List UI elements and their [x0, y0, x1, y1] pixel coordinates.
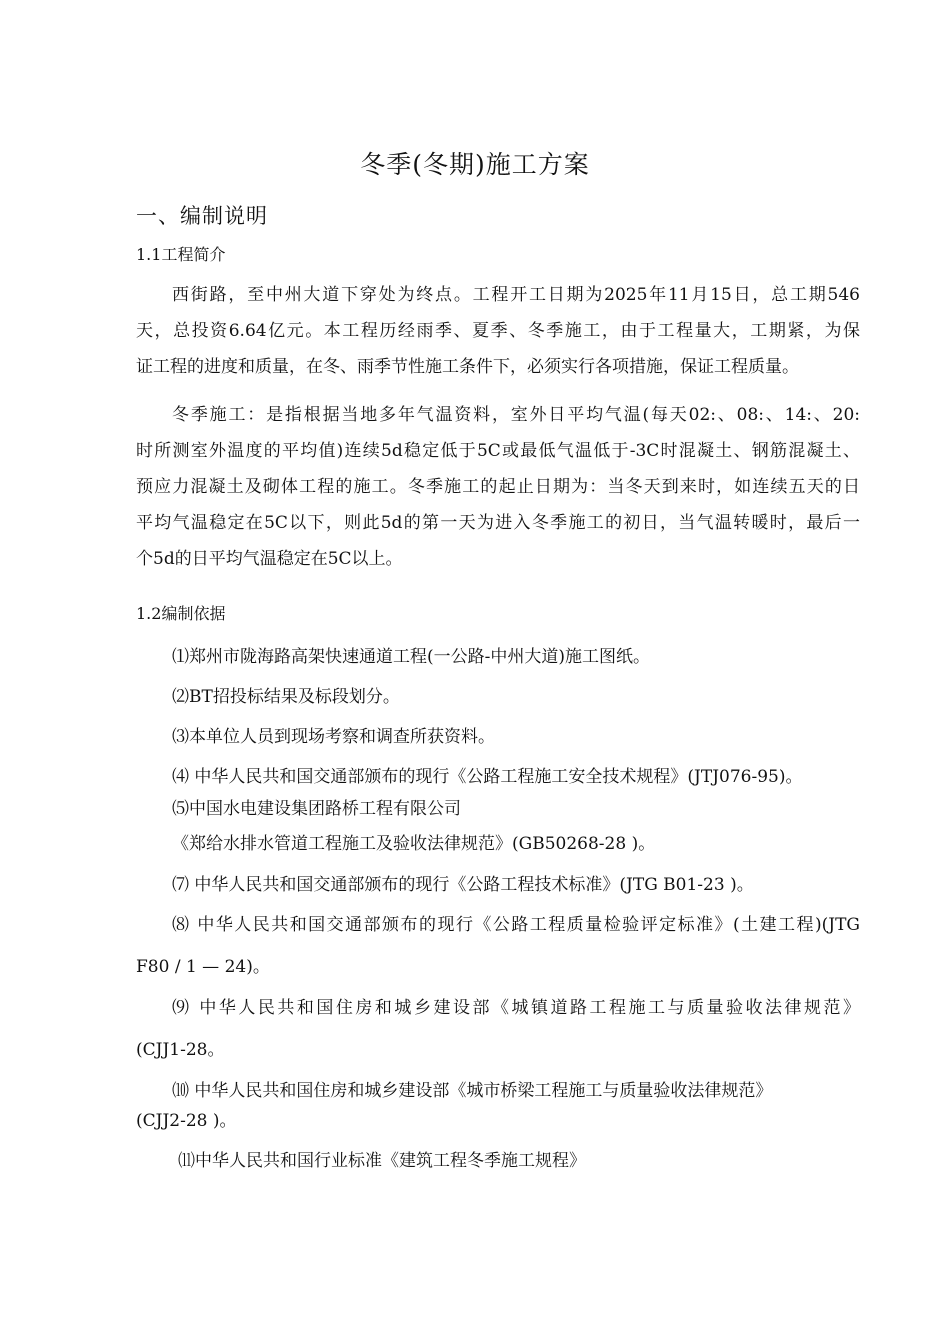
basis-item-1: ⑴郑州市陇海路高架快速通道工程(一公路-中州大道)施工图纸。 — [172, 647, 651, 667]
basis-item-9: ⑼ 中华人民共和国住房和城乡建设部《城镇道路工程施工与质量验收法律规范》 — [172, 998, 860, 1018]
basis-item-10: ⑽ 中华人民共和国住房和城乡建设部《城市桥梁工程施工与质量验收法律规范》 — [172, 1081, 773, 1101]
paragraph-winter-definition — [136, 397, 860, 577]
subsection-heading-1-1: 1.1工程简介 — [136, 245, 226, 264]
paragraph-line: 西街路，至中州大道下穿处为终点。工程开工日期为2025年11月15日，总工期546 — [172, 285, 860, 305]
basis-item-8-continued: F80 / 1 — 24)。 — [136, 957, 270, 977]
basis-item-7: ⑺ 中华人民共和国交通部颁布的现行《公路工程技术标准》(JTG B01-23 )。 — [172, 875, 754, 895]
paragraph-line: 冬季施工：是指根据当地多年气温资料，室外日平均气温(每天02:、08:、14:、20: — [172, 405, 860, 425]
subsection-heading-1-2: 1.2编制依据 — [136, 604, 226, 623]
paragraph-line: 天，总投资6.64亿元。本工程历经雨季、夏季、冬季施工，由于工程量大，工期紧，为保 — [136, 321, 860, 341]
paragraph-line: 预应力混凝土及砌体工程的施工。冬季施工的起止日期为：当冬天到来时，如连续五天的日 — [136, 477, 860, 497]
paragraph-line: 时所测室外温度的平均值)连续5d稳定低于5C或最低气温低于-3C时混凝土、钢筋混凝土、 — [136, 441, 860, 461]
basis-item-3: ⑶本单位人员到现场考察和调查所获资料。 — [172, 727, 495, 747]
basis-item-2: ⑵BT招投标结果及标段划分。 — [172, 687, 400, 707]
paragraph-line: 个5d的日平均气温稳定在5C以上。 — [136, 549, 403, 569]
basis-item-4: ⑷ 中华人民共和国交通部颁布的现行《公路工程施工安全技术规程》(JTJ076-95)。 — [172, 767, 803, 787]
basis-item-8: ⑻ 中华人民共和国交通部颁布的现行《公路工程质量检验评定标准》(土建工程)(JTG — [172, 915, 860, 935]
basis-item-10-continued: (CJJ2-28 )。 — [136, 1111, 237, 1131]
basis-item-5-continued: 《郑给水排水管道工程施工及验收法律规范》(GB50268-28 )。 — [172, 834, 656, 854]
paragraph-project-intro — [136, 277, 860, 385]
document-title: 冬季(冬期)施工方案 — [360, 150, 590, 179]
paragraph-line: 平均气温稳定在5C以下，则此5d的第一天为进入冬季施工的初日，当气温转暖时，最后一 — [136, 513, 860, 533]
basis-item-5: ⑸中国水电建设集团路桥工程有限公司 — [172, 799, 461, 819]
paragraph-line: 证工程的进度和质量，在冬、雨季节性施工条件下，必须实行各项措施，保证工程质量。 — [136, 357, 799, 377]
basis-item-9-continued: (CJJ1-28。 — [136, 1040, 225, 1060]
section-heading-1: 一、编制说明 — [136, 204, 268, 228]
basis-item-11: ⑾中华人民共和国行业标准《建筑工程冬季施工规程》 — [178, 1151, 586, 1171]
